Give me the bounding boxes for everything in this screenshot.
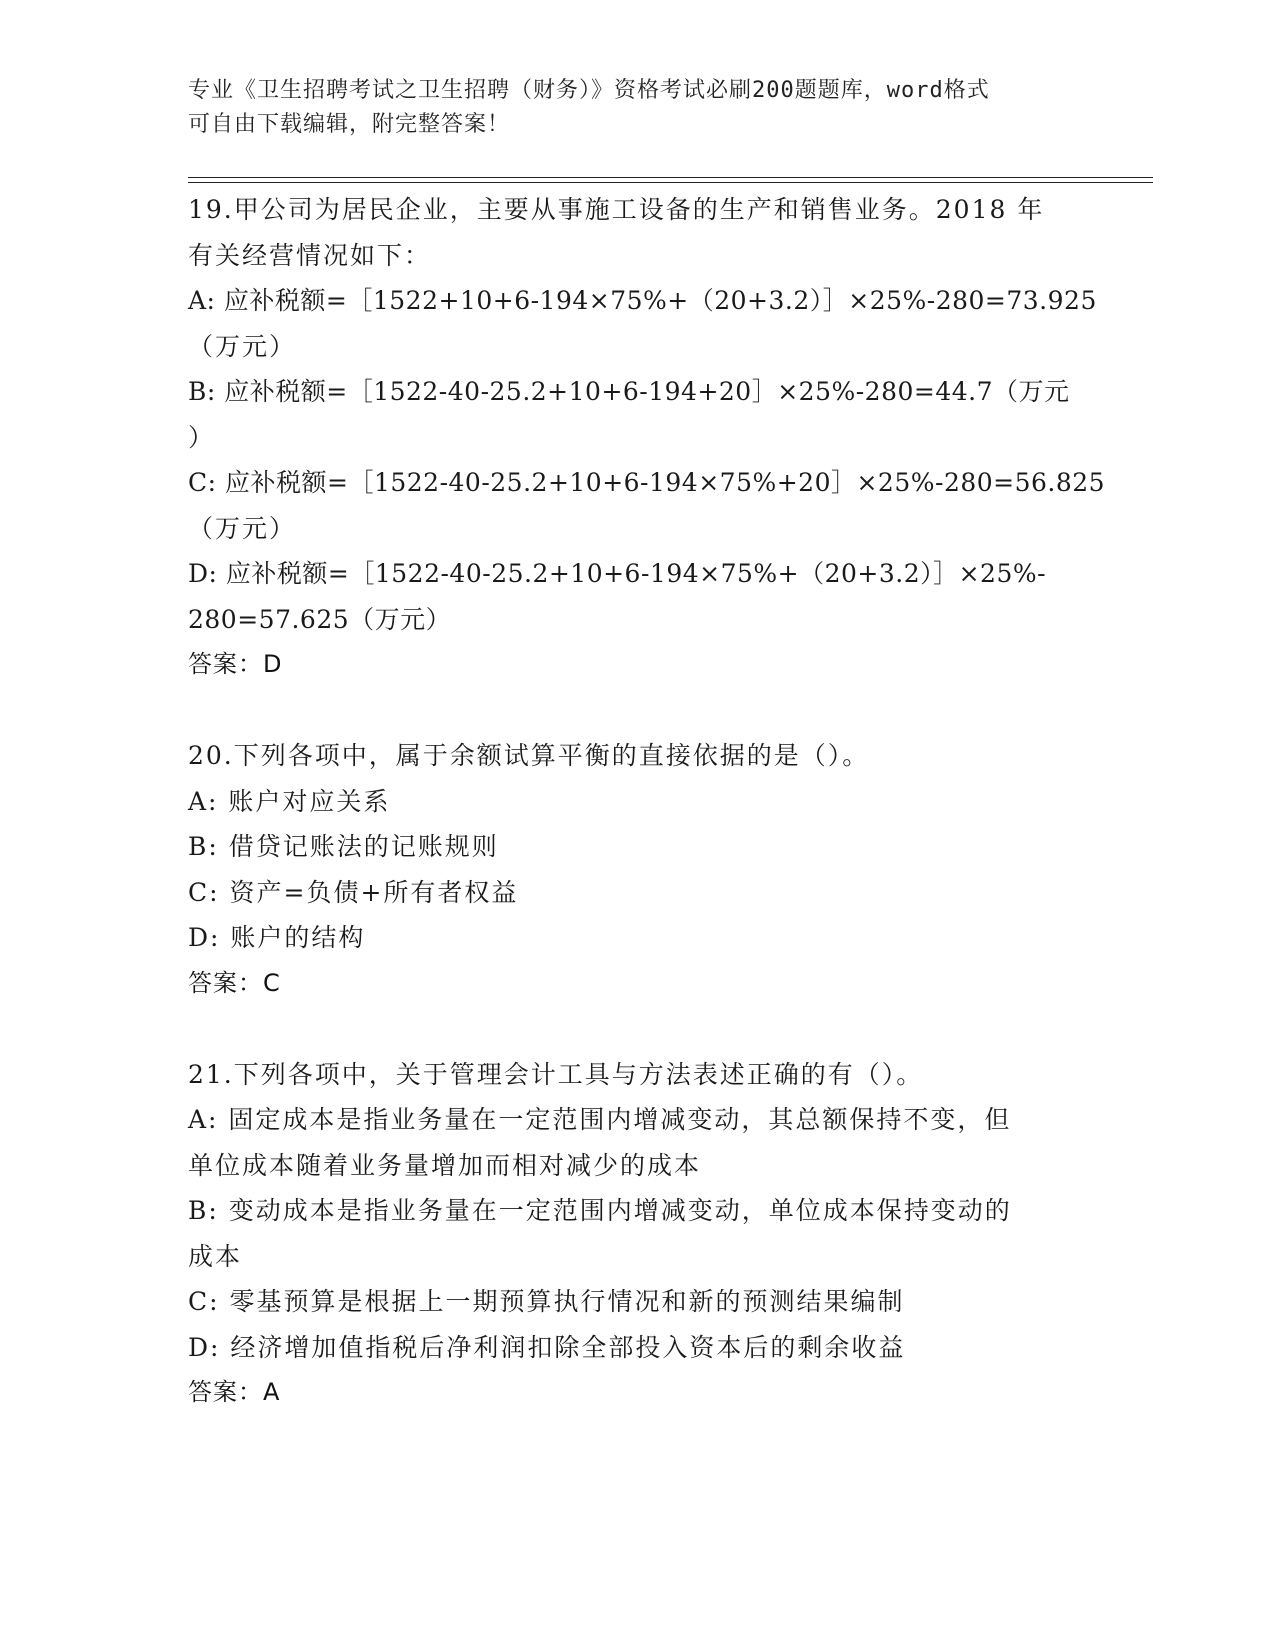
question-list xyxy=(188,187,1106,1461)
header-line-1: 专业《卫生招聘考试之卫生招聘（财务）》资格考试必刷200题题库，word格式 xyxy=(188,78,990,103)
option-b: B: 借贷记账法的记账规则 xyxy=(188,832,499,861)
answer-label: 答案：C xyxy=(188,968,281,997)
answer-label: 答案：A xyxy=(188,1378,281,1406)
answer-label: 答案：D xyxy=(188,650,283,678)
header-divider-bottom xyxy=(188,182,1153,183)
option-a: A: 固定成本是指业务量在一定范围内增减变动，其总额保持不变，但 xyxy=(188,1105,1012,1134)
question-stem-line: 21.下列各项中，关于管理会计工具与方法表述正确的有（）。 xyxy=(188,1059,924,1089)
option-d: D: 账户的结构 xyxy=(188,923,366,952)
question-stem-line: 20.下列各项中，属于余额试算平衡的直接依据的是（）。 xyxy=(188,741,870,770)
option-a-continued: 单位成本随着业务量增加而相对减少的成本 xyxy=(188,1150,702,1180)
option-b: B: 应补税额=［1522-40-25.2+10+6-194+20］×25%-280=44.7（万元 xyxy=(188,377,1070,406)
option-c-continued: （万元） xyxy=(188,513,297,543)
option-a: A: 应补税额=［1522+10+6-194×75%+（20+3.2）］×25%-280=73.925 xyxy=(188,286,1097,315)
option-b-continued: 成本 xyxy=(188,1241,243,1271)
option-d: D: 应补税额=［1522-40-25.2+10+6-194×75%+（20+3.2）］×25%- xyxy=(188,559,1047,588)
option-b: B: 变动成本是指业务量在一定范围内增减变动，单位成本保持变动的 xyxy=(188,1196,1012,1225)
option-d: D: 经济增加值指税后净利润扣除全部投入资本后的剩余收益 xyxy=(188,1332,906,1362)
option-c: C: 零基预算是根据上一期预算执行情况和新的预测结果编制 xyxy=(188,1287,905,1316)
option-a-continued: （万元） xyxy=(188,331,297,361)
header-line-2: 可自由下载编辑，附完整答案！ xyxy=(188,112,511,137)
option-a: A: 账户对应关系 xyxy=(188,786,391,816)
document-header xyxy=(188,74,1068,142)
question-stem-line: 有关经营情况如下： xyxy=(188,240,432,270)
option-d-continued: 280=57.625（万元） xyxy=(188,604,452,634)
option-c: C: 资产=负债+所有者权益 xyxy=(188,877,519,907)
option-b-continued: ） xyxy=(188,422,216,452)
question-21 xyxy=(188,1052,1088,1416)
question-stem-line: 19.甲公司为居民企业，主要从事施工设备的生产和销售业务。2018 年 xyxy=(188,195,1045,224)
question-20 xyxy=(188,733,1088,1006)
header-divider-top xyxy=(188,177,1153,178)
question-19 xyxy=(188,187,1106,688)
option-c: C: 应补税额=［1522-40-25.2+10+6-194×75%+20］×25%-280=56.825 xyxy=(188,468,1106,497)
